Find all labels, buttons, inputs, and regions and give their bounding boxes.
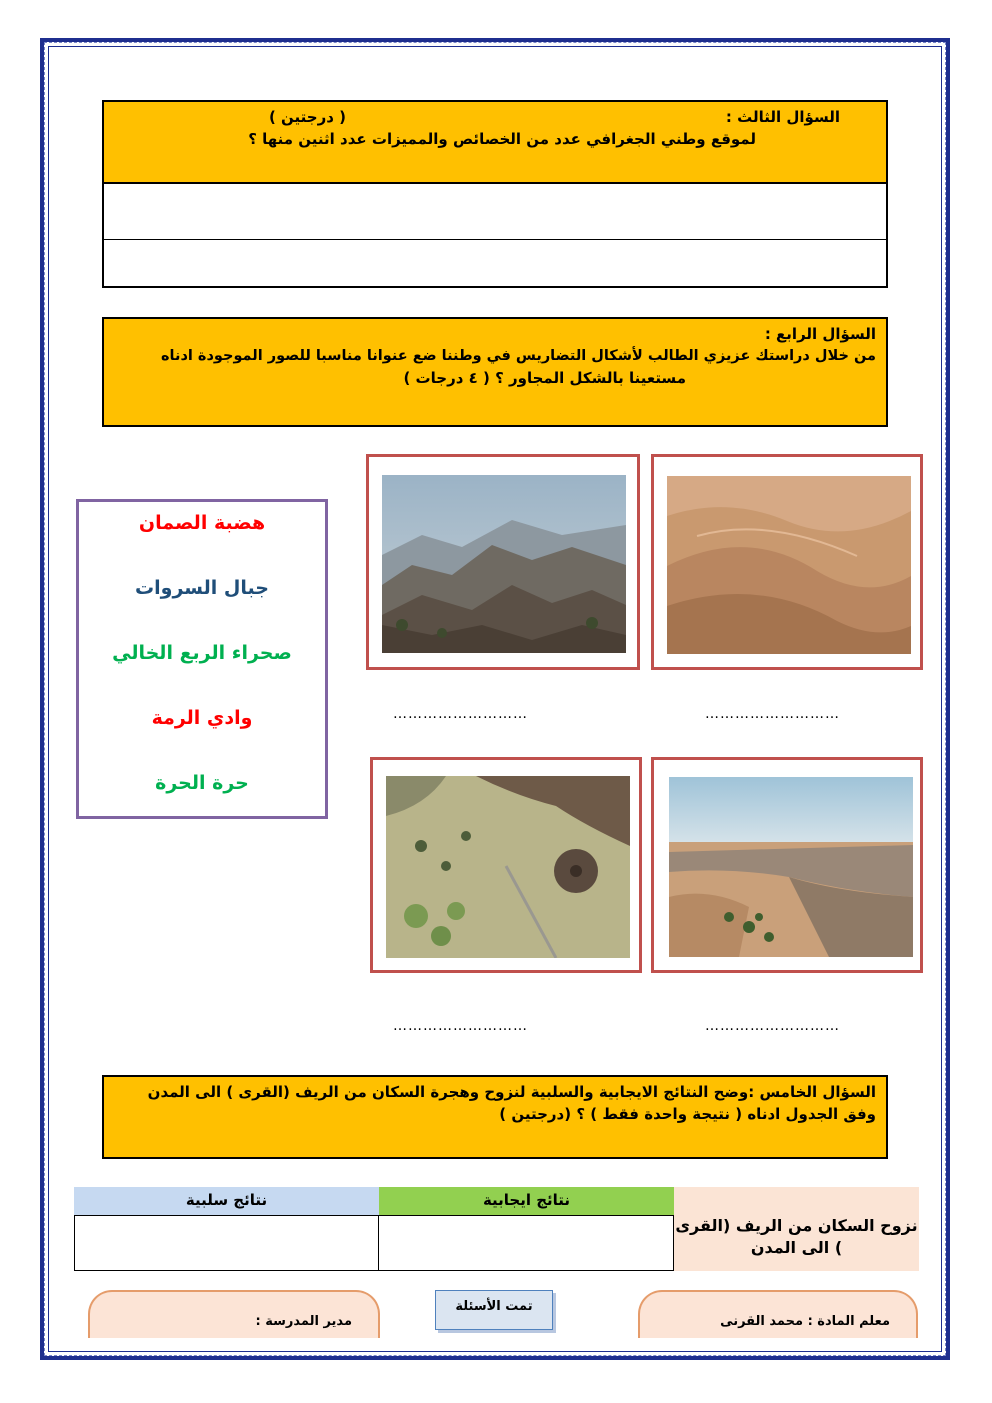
option-label: صحراء الربع الخالي: [112, 642, 292, 664]
teacher-name-label: [638, 1290, 918, 1338]
option-item-1: [79, 512, 325, 534]
question-3-answer-lines: [102, 182, 888, 288]
principal-text: مدير المدرسة :: [255, 1314, 352, 1329]
mountains-image: [382, 475, 626, 653]
valley-image: [669, 777, 913, 957]
table-row-label: نزوح السكان من الريف (القرى ) الى المدن: [675, 1216, 918, 1257]
negative-answer-cell[interactable]: [74, 1215, 379, 1271]
positive-header-label: نتائج ايجابية: [482, 1191, 571, 1209]
option-item-2: [79, 577, 325, 599]
option-item-3: [79, 642, 325, 664]
question-4-line1: من خلال دراستك عزيزي الطالب لأشكال التضاريس في وطننا ضع عنوانا مناسبا للصور الموجودة ادناه: [161, 348, 876, 364]
positive-answer-cell[interactable]: [378, 1215, 674, 1271]
desert-image: [667, 476, 911, 654]
question-5-title: السؤال الخامس: [759, 1083, 876, 1101]
question-3-marks: ( درجتين ): [268, 108, 346, 126]
end-note-text: تمت الأسئلة: [455, 1299, 533, 1314]
answer-line-1[interactable]: [104, 239, 886, 240]
negative-header-label: نتائج سلبية: [185, 1191, 268, 1209]
lava-field-image: [386, 776, 630, 958]
option-label: حرة الحرة: [155, 772, 249, 794]
answer-dots-3[interactable]: ………………………: [393, 1018, 528, 1034]
question-4-line2: مستعينا بالشكل المجاور ؟ ( ٤ درجات ): [403, 369, 686, 387]
question-5-line1: :وضح النتائج الايجابية والسلبية لنزوح وهجرة السكان من الريف (القرى ) الى المدن: [147, 1083, 755, 1101]
photo-frame-mountains: [366, 454, 640, 670]
option-label: هضبة الصمان: [138, 512, 266, 534]
photo-frame-valley: [651, 757, 923, 973]
migration-results-table: [74, 1187, 919, 1271]
answer-dots-1[interactable]: ………………………: [393, 706, 528, 722]
answer-dots-4[interactable]: ………………………: [705, 1018, 840, 1034]
teacher-text: معلم المادة : محمد القرنى: [720, 1314, 890, 1329]
question-3-text: لموقع وطني الجغرافي عدد من الخصائص والمميزات عدد اثنين منها ؟: [248, 130, 756, 148]
option-item-5: [79, 772, 325, 794]
photo-frame-lava-field: [370, 757, 642, 973]
question-5-line2: وفق الجدول ادناه ( نتيجة واحدة فقط ) ؟ (درجتين ): [499, 1105, 876, 1123]
question-4-box: [102, 317, 888, 427]
end-of-questions-note: [435, 1290, 553, 1330]
option-item-4: [79, 707, 325, 729]
question-3-title: السؤال الثالث :: [725, 108, 840, 126]
principal-label: [88, 1290, 380, 1338]
question-5-box: [102, 1075, 888, 1159]
landform-options-box: [76, 499, 328, 819]
table-header-negative: [74, 1187, 379, 1215]
answer-dots-2[interactable]: ………………………: [705, 706, 840, 722]
option-label: وادي الرمة: [151, 707, 253, 729]
question-3-box: [102, 100, 888, 184]
table-header-positive: [378, 1187, 674, 1215]
table-row-label-cell: [673, 1187, 919, 1271]
option-label: جبال السروات: [135, 577, 269, 599]
question-4-title: السؤال الرابع :: [764, 325, 876, 343]
photo-frame-desert: [651, 454, 923, 670]
